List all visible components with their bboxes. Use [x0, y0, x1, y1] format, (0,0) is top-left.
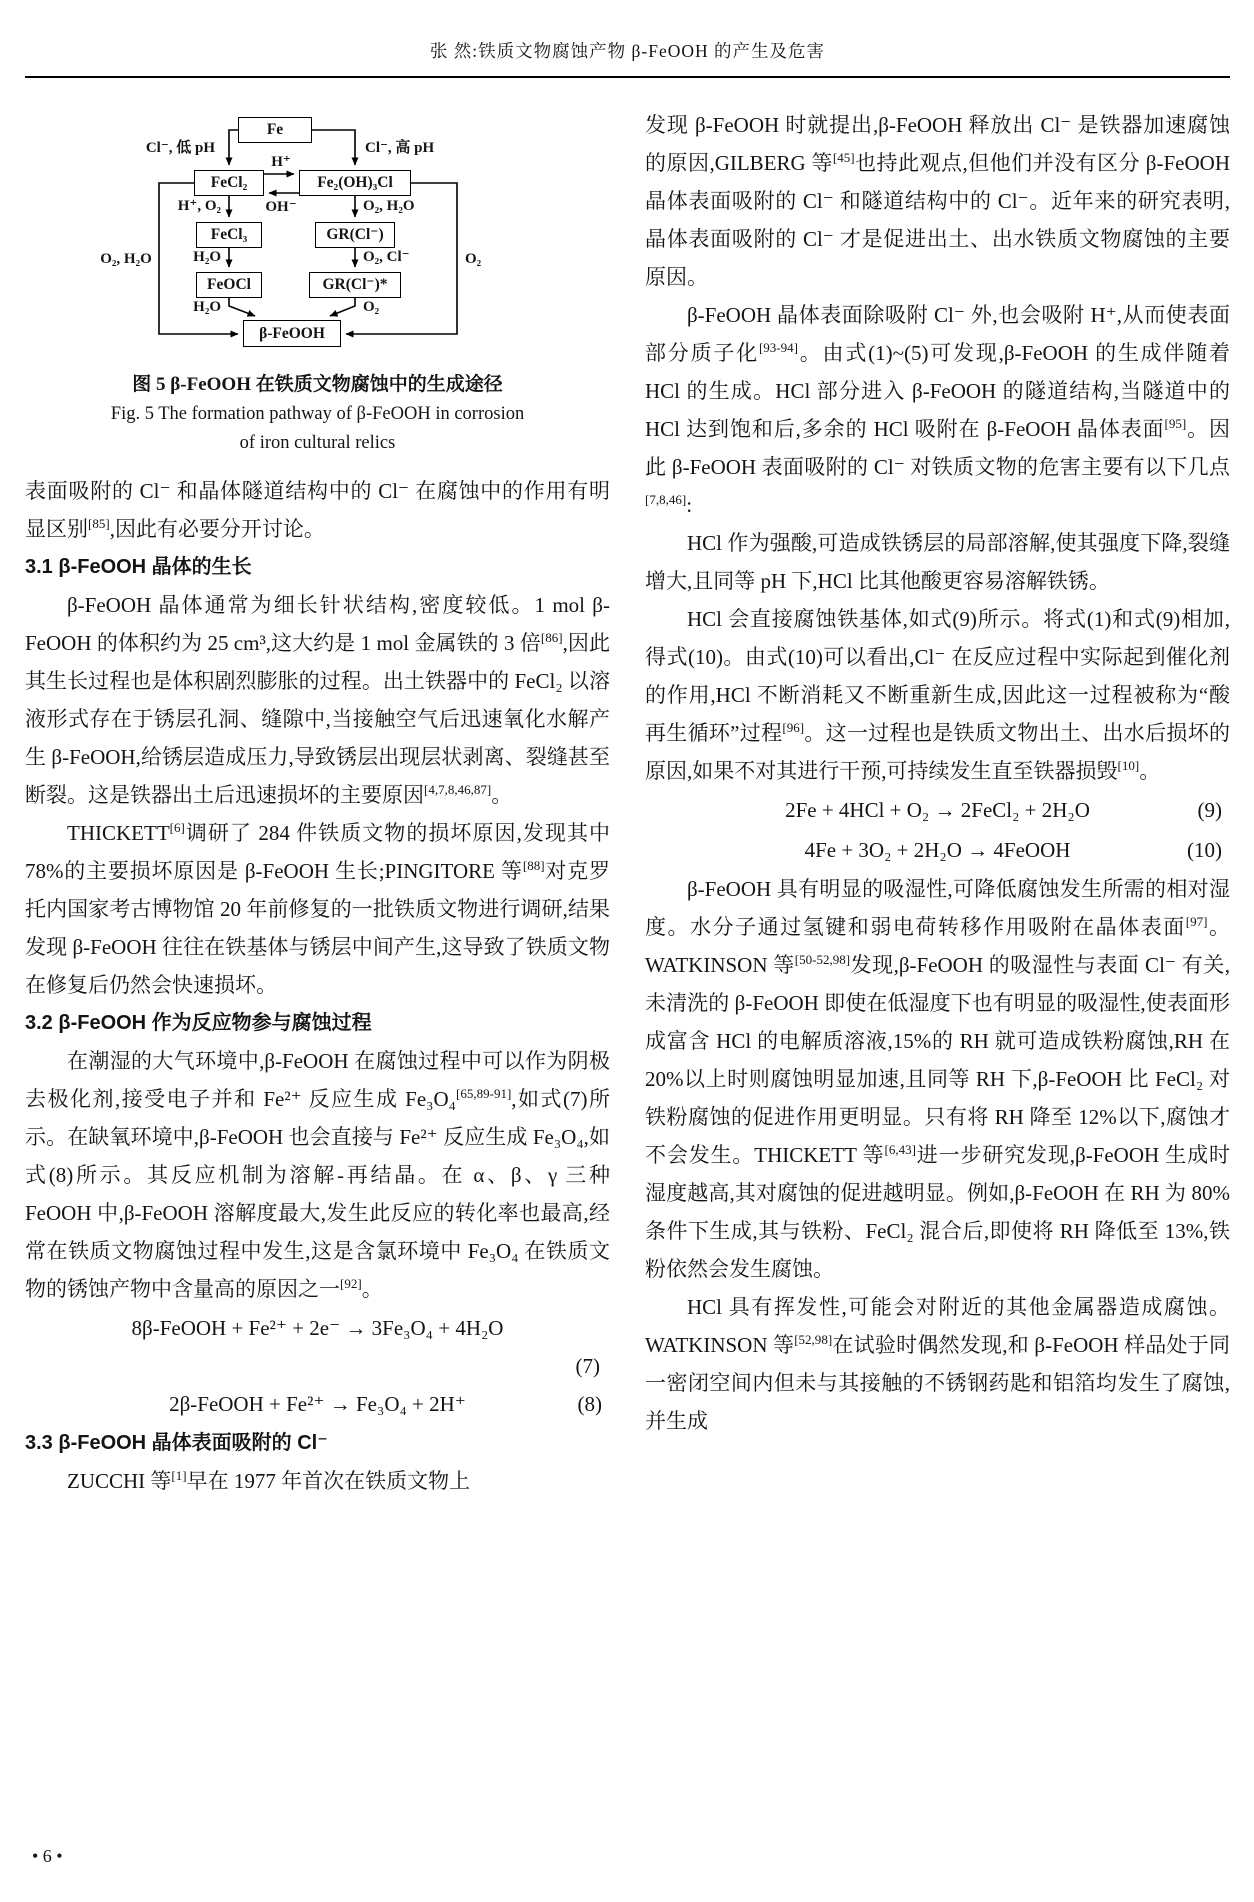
paragraph: 在潮湿的大气环境中,β-FeOOH 在腐蚀过程中可以作为阴极去极化剂,接受电子并和 Fe²⁺ 反应生成 Fe₃O₄[65,89-91],如式(7)所示。在缺氧环境中,β-FeOOH 也会直接与 Fe²⁺ 反应生成 Fe₃O₄,如式(8)所示。其反应机制为溶解-再结晶。在 α、β、γ 三种 FeOOH 中,β-FeOOH 溶解度最大,发生此反应的转化率也最高,经常在铁质文物腐蚀过程中发生,这是含氯环境中 Fe₃O₄ 在铁质文物的锈蚀产物中含量高的原因之一[92]。 [25, 1049, 610, 1301]
running-header [25, 40, 1230, 78]
equation-number: (7) [575, 1354, 600, 1378]
equation-8 [25, 1384, 610, 1424]
equation-9 [645, 790, 1230, 830]
diagram-label-h-plus: H⁺ [271, 154, 291, 170]
diagram-label-cl-low-ph: Cl⁻, 低 pH [145, 140, 215, 156]
diagram-label-o2-outer: O₂ [465, 251, 482, 267]
page-footer [32, 1846, 63, 1867]
equation-8-formula: 2β-FeOOH + Fe²⁺ → Fe₃O₄ + 2H⁺ [169, 1392, 466, 1416]
paragraph: β-FeOOH 具有明显的吸湿性,可降低腐蚀发生所需的相对湿度。水分子通过氢键和弱电荷转移作用吸附在晶体表面[97]。WATKINSON 等[50-52,98]发现,β-FeOOH 的吸湿性与表面 Cl⁻ 有关,未清洗的 β-FeOOH 即使在低湿度下也有明显的吸湿性,使表面形成富含 HCl 的电解质溶液,15%的 RH 就可造成铁粉腐蚀,RH 在 20%以上时则腐蚀明显加速,且同等 RH 下,β-FeOOH 比 FeCl₂ 对铁粉腐蚀的促进作用更明显。只有将 RH 降至 12%以下,腐蚀才不会发生。THICKETT 等[6,43]进一步研究发现,β-FeOOH 生成时湿度越高,其对腐蚀的促进越明显。例如,β-FeOOH 在 RH 为 80%条件下生成,其与铁粉、FeCl₂ 混合后,即使将 RH 降低至 13%,铁粉依然会发生腐蚀。 [645, 877, 1231, 1281]
diagram-label-o2-h2o: O₂, H₂O [363, 198, 415, 214]
diagram-label-o2-a: O₂ [363, 299, 380, 315]
diagram-box-fecl2: FeCl₂ [194, 170, 264, 196]
diagram-label-cl-high-ph: Cl⁻, 高 pH [365, 140, 435, 156]
section-heading-3-2: 3.2 β-FeOOH 作为反应物参与腐蚀过程 [25, 1012, 372, 1034]
page-number: • 6 • [32, 1846, 63, 1866]
two-column-layout [25, 106, 1230, 1500]
figure-caption-en-line1: Fig. 5 The formation pathway of β-FeOOH in corrosion [110, 404, 525, 424]
paragraph: 发现 β-FeOOH 时就提出,β-FeOOH 释放出 Cl⁻ 是铁器加速腐蚀的原因,GILBERG 等[45]也持此观点,但他们并没有区分 β-FeOOH 晶体表面吸附的 Cl⁻ 和隧道结构中的 Cl⁻。近年来的研究表明,晶体表面吸附的 Cl⁻ 才是促进出土、出水铁质文物腐蚀的主要原因。 [645, 113, 1230, 289]
diagram-box-gr-cl: GR(Cl⁻) [315, 222, 395, 248]
paragraph: HCl 会直接腐蚀铁基体,如式(9)所示。将式(1)和式(9)相加,得式(10)。由式(10)可以看出,Cl⁻ 在反应过程中实际起到催化剂的作用,HCl 不断消耗又不断重新生成,因此这一过程被称为“酸再生循环”过程[96]。这一过程也是铁质文物出土、出水后损坏的原因,如果不对其进行干预,可持续发生直至铁器损毁[10]。 [645, 607, 1230, 783]
paragraph: HCl 作为强酸,可造成铁锈层的局部溶解,使其强度下降,裂缝增大,且同等 pH 下,HCl 比其他酸更容易溶解铁锈。 [645, 531, 1230, 593]
figure-caption [25, 370, 610, 458]
right-column [645, 106, 1230, 1500]
equation-10 [645, 830, 1230, 870]
diagram-label-o2-cl: O₂, Cl⁻ [363, 249, 410, 265]
paragraph: ZUCCHI 等[1]早在 1977 年首次在铁质文物上 [67, 1468, 471, 1493]
diagram-box-fe2oh3cl: Fe₂(OH)₃Cl [299, 170, 411, 196]
diagram-label-o2-h2o-outer: O₂, H₂O [100, 251, 152, 267]
equation-10-formula: 4Fe + 3O₂ + 2H₂O → 4FeOOH [804, 838, 1071, 862]
diagram-box-feocl: FeOCl [196, 272, 262, 298]
equation-number: (8) [577, 1392, 602, 1416]
diagram-label-oh-minus: OH⁻ [265, 199, 297, 215]
figure-caption-cn: 图 5 β-FeOOH 在铁质文物腐蚀中的生成途径 [132, 374, 503, 395]
section-heading-3-1: 3.1 β-FeOOH 晶体的生长 [25, 556, 252, 578]
formation-pathway-diagram [97, 110, 497, 360]
diagram-box-fecl3: FeCl₃ [196, 222, 262, 248]
diagram-box-fe: Fe [238, 117, 312, 143]
left-column [25, 106, 610, 1500]
header-divider [25, 76, 1230, 78]
section-heading-3-3: 3.3 β-FeOOH 晶体表面吸附的 Cl⁻ [25, 1432, 328, 1454]
paragraph: HCl 具有挥发性,可能会对附近的其他金属器造成腐蚀。WATKINSON 等[52,98]在试验时偶然发现,和 β-FeOOH 样品处于同一密闭空间内但未与其接触的不锈钢药匙和铝箔均发生了腐蚀,并生成 [645, 1295, 1230, 1433]
equation-number: (9) [1197, 798, 1222, 822]
diagram-label-h-plus-o2: H⁺, O₂ [177, 198, 221, 214]
figure-5 [25, 110, 610, 458]
paragraph: β-FeOOH 晶体表面除吸附 Cl⁻ 外,也会吸附 H⁺,从而使表面部分质子化[93-94]。由式(1)~(5)可发现,β-FeOOH 的生成伴随着 HCl 的生成。HCl 部分进入 β-FeOOH 的隧道结构,当隧道中的 HCl 达到饱和后,多余的 HCl 吸附在 β-FeOOH 晶体表面[95]。因此 β-FeOOH 表面吸附的 Cl⁻ 对铁质文物的危害主要有以下几点[7,8,46]: [645, 303, 1231, 517]
equation-7-number [25, 1348, 610, 1384]
equation-7-formula: 8β-FeOOH + Fe²⁺ + 2e⁻ → 3Fe₃O₄ + 4H₂O [131, 1316, 504, 1340]
equation-7 [25, 1308, 610, 1348]
paragraph: β-FeOOH 晶体通常为细长针状结构,密度较低。1 mol β-FeOOH 的体积约为 25 cm³,这大约是 1 mol 金属铁的 3 倍[86],因此其生长过程也是体积剧烈膨胀的过程。出土铁器中的 FeCl₂ 以溶液形式存在于锈层孔洞、缝隙中,当接触空气后迅速氧化水解产生 β-FeOOH,给锈层造成压力,导致锈层出现层状剥离、裂缝甚至断裂。这是铁器出土后迅速损坏的主要原因[4,7,8,46,87]。 [25, 593, 610, 807]
running-header-title: 张 然:铁质文物腐蚀产物 β-FeOOH 的产生及危害 [429, 41, 826, 61]
equation-number: (10) [1187, 838, 1222, 862]
diagram-box-beta-feooh: β-FeOOH [243, 320, 341, 347]
equation-9-formula: 2Fe + 4HCl + O₂ → 2FeCl₂ + 2H₂O [785, 798, 1090, 822]
diagram-box-gr-cl-star: GR(Cl⁻)* [309, 272, 401, 298]
figure-caption-en-line2: of iron cultural relics [239, 433, 396, 453]
diagram-label-h2o-a: H₂O [193, 249, 221, 265]
paragraph: THICKETT[6]调研了 284 件铁质文物的损坏原因,发现其中 78%的主要损坏原因是 β-FeOOH 生长;PINGITORE 等[88]对克罗托内国家考古博物馆 20 年前修复的一批铁质文物进行调研,结果发现 β-FeOOH 往往在铁基体与锈层中间产生,这导致了铁质文物在修复后仍然会快速损坏。 [25, 820, 610, 997]
diagram-label-h2o-b: H₂O [193, 299, 221, 315]
paragraph: 表面吸附的 Cl⁻ 和晶体隧道结构中的 Cl⁻ 在腐蚀中的作用有明显区别[85],因此有必要分开讨论。 [25, 479, 610, 541]
